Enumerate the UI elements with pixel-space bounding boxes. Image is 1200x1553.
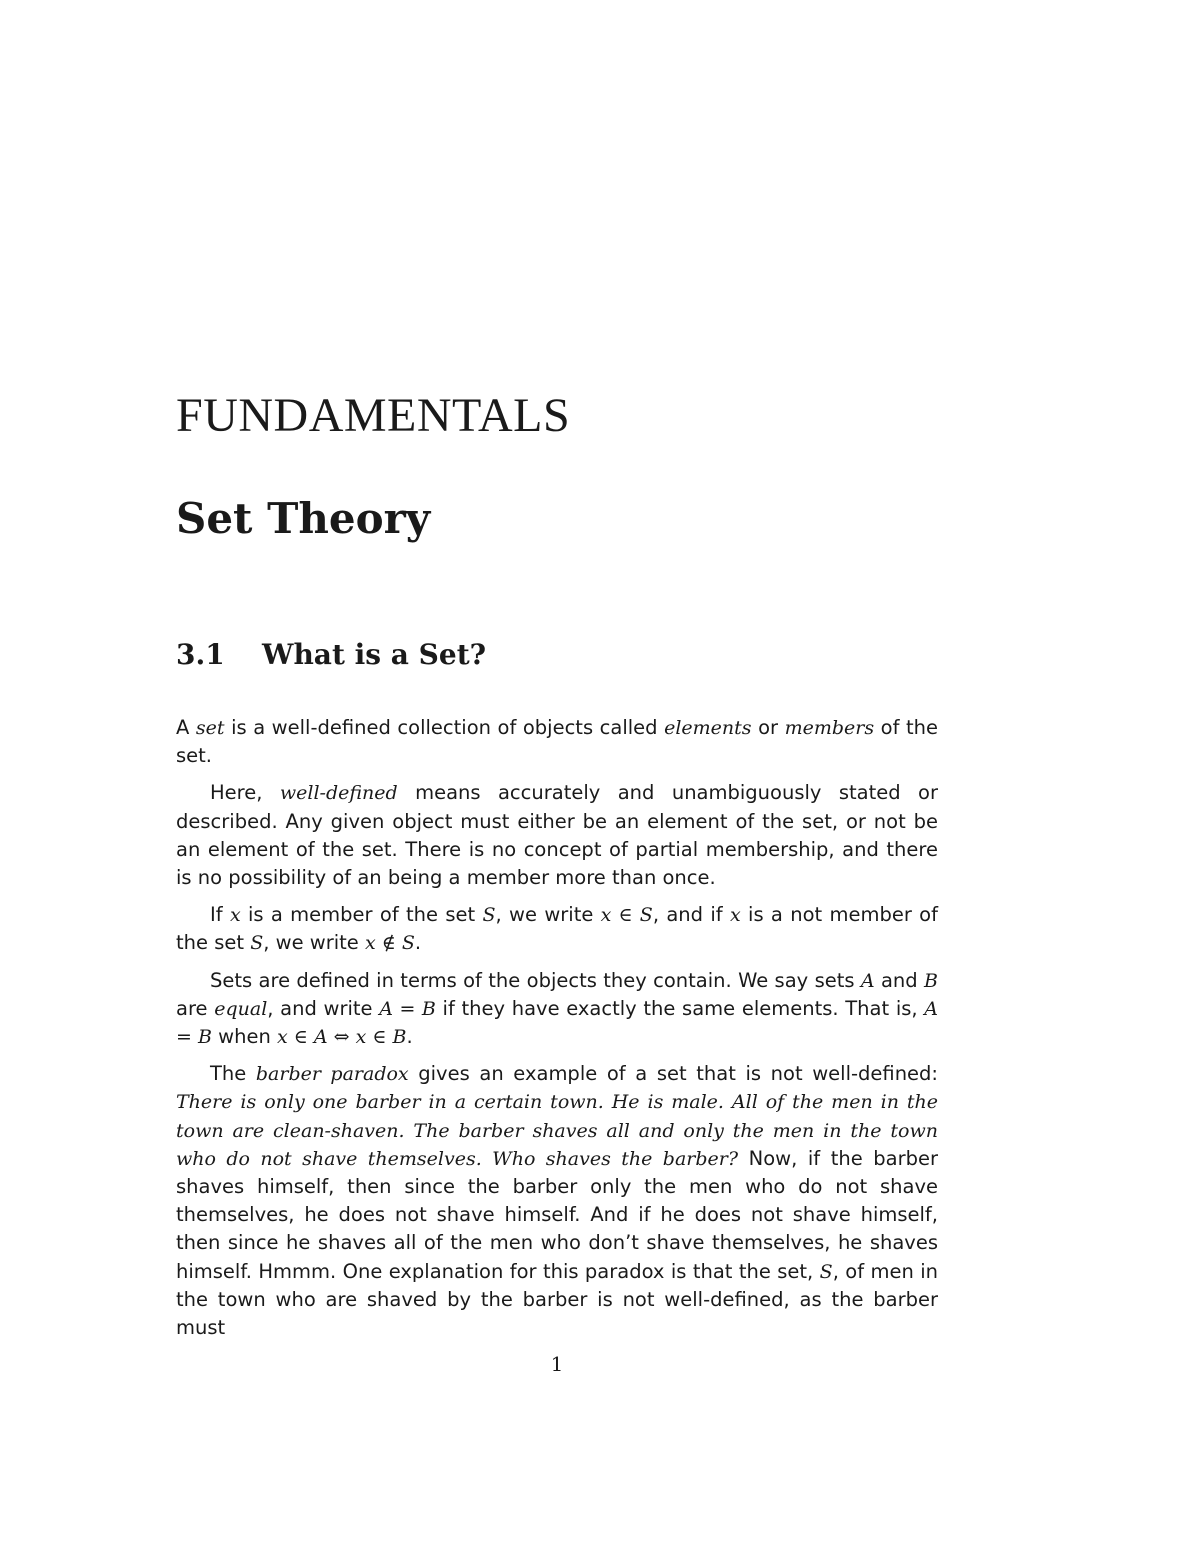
section-number: 3.1 <box>176 638 225 671</box>
paragraph-barber-paradox: The barber paradox gives an example of a set that is not well-defined: There is only one barber in a certain town. He is male. All of the men in the town are clean-shaven. The barber shaves all and only the men in the town who do not shave themselves. Who shaves the barber? Now, if the barber shaves himself, then since the barber only the men who do not shave themselves, he does not shave himself. And if he does not shave himself, then since he shaves all of the men who don’t shave themselves, he shaves himself. Hmmm. One explanation for this paradox is that the set, S, of men in the town who are shaved by the barber is not well-defined, as the barber must <box>176 1062 939 1340</box>
part-title: FUNDAMENTALS <box>176 389 571 442</box>
section-heading <box>176 638 486 671</box>
paragraph-membership-notation: If x is a member of the set S, we write x ∈ S, and if x is a not member of the set S, we write x ∉ S. <box>176 903 938 955</box>
paragraph-set-equality: Sets are defined in terms of the objects they contain. We say sets A and B are equal, and write A = B if they have exactly the same elements. That is, A = B when x ∈ A ⇔ x ∈ B. <box>176 968 938 1049</box>
paragraph-well-defined: Here, well-defined means accurately and unambiguously stated or described. Any given object must either be an element of the set, or not be an element of the set. There is no concept of partial membership, and there is no possibility of an being a member more than once. <box>176 781 938 890</box>
section-title: What is a Set? <box>262 638 487 671</box>
page-number: 1 <box>550 1352 564 1376</box>
body-text <box>176 714 938 1351</box>
chapter-title: Set Theory <box>176 494 431 543</box>
paragraph-set-definition: A set is a well-defined collection of objects called elements or members of the set. <box>176 716 938 768</box>
document-page <box>176 0 938 1553</box>
